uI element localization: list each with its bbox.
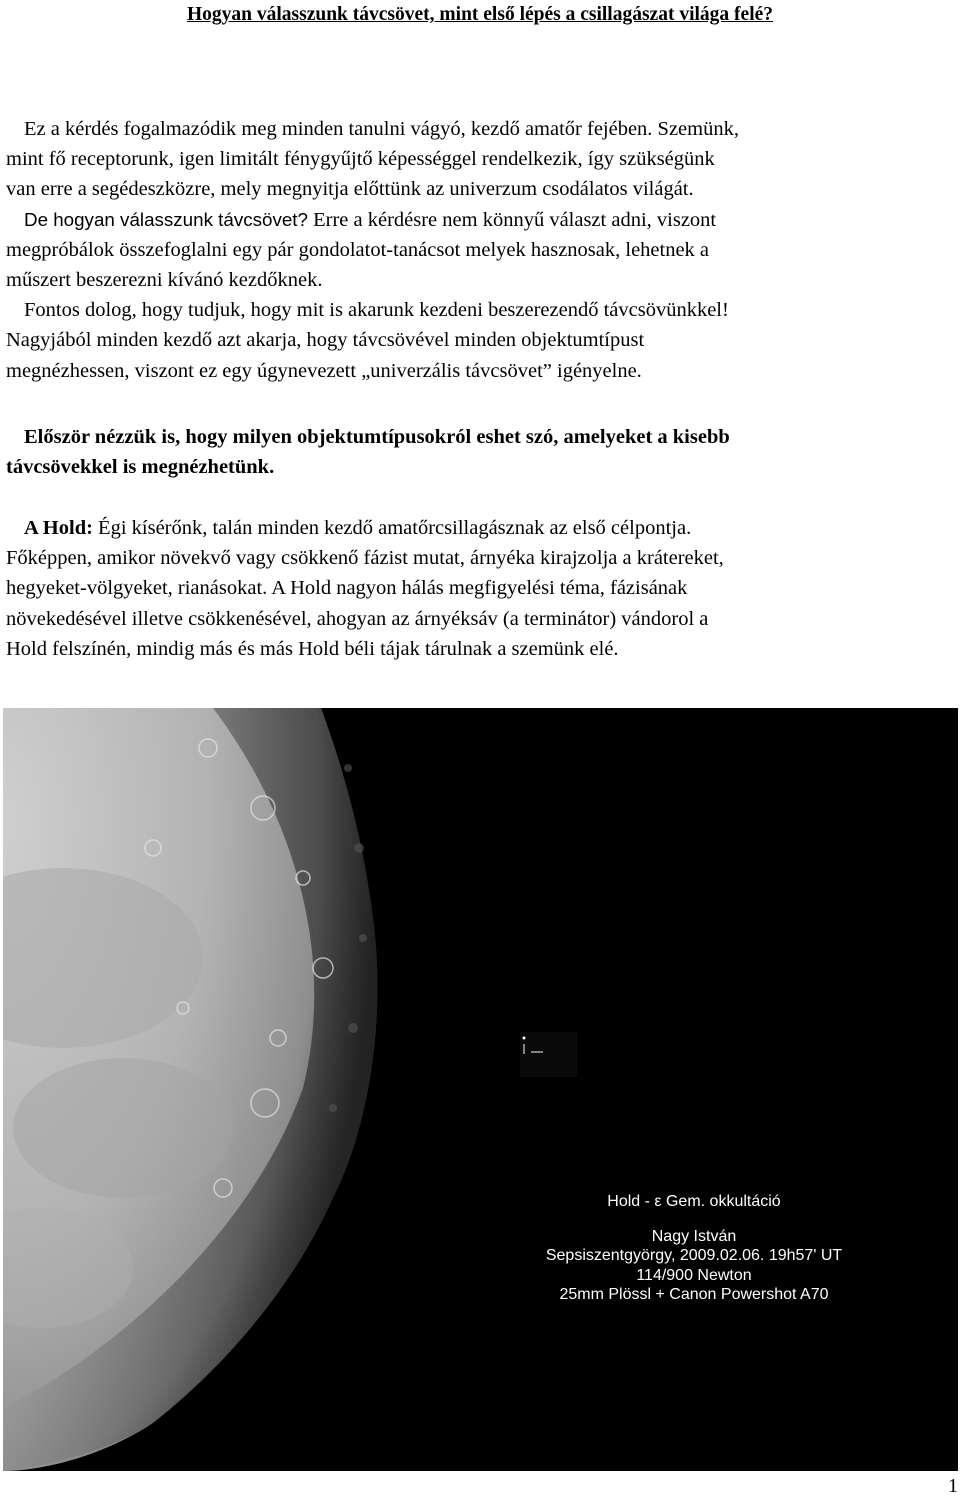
document-title: Hogyan válasszunk távcsövet, mint első lépés a csillagászat világa felé? xyxy=(186,4,774,25)
caption-line: Hold - ε Gem. okkultáció xyxy=(607,1193,781,1210)
heading-line: Először nézzük is, hogy milyen objektumtípusokról eshet szó, amelyeket a kisebb xyxy=(24,426,730,448)
intro-line: Fontos dolog, hogy tudjuk, hogy mit is akarunk kezdeni beszerezendő távcsövünkkel! xyxy=(24,299,729,322)
caption-line: Nagy István xyxy=(651,1227,737,1245)
moon-line xyxy=(6,513,954,543)
moon-photo xyxy=(3,708,958,1471)
star-epsilon-gem xyxy=(523,1037,526,1040)
moon-line: Hold felszínén, mindig más és más Hold béli tájak tárulnak a szemünk elé. xyxy=(6,637,619,660)
page-number: 1 xyxy=(948,1475,958,1497)
intro-paragraph xyxy=(6,114,954,386)
intro-line-rest: Erre a kérdésre nem könnyű választ adni, viszont xyxy=(307,208,717,231)
moon-line: növekedésével illetve csökkenésével, ahogyan az árnyéksáv (a terminátor) vándorol a xyxy=(6,607,709,630)
caption-line: Sepsiszentgyörgy, 2009.02.06. 19h57' UT xyxy=(545,1247,843,1264)
moon-label: A Hold: xyxy=(24,517,93,539)
caption-line: 25mm Plössl + Canon Powershot A70 xyxy=(559,1286,829,1303)
photo-caption xyxy=(528,1190,860,1323)
intro-question: De hogyan válasszunk távcsövet? xyxy=(24,208,308,230)
moon-line: Főképpen, amikor növekvő vagy csökkenő fázist mutat, árnyéka kirajzolja a krátereket, xyxy=(6,547,724,570)
intro-line: van erre a segédeszközre, mely megnyitja előttünk az univerzum csodálatos világát. xyxy=(6,178,694,201)
moon-photo-image xyxy=(3,708,958,1471)
intro-line: mint fő receptorunk, igen limitált fénygyűjtő képességgel rendelkezik, így szükségünk xyxy=(6,148,715,171)
intro-line: műszert beszerezni kívánó kezdőknek. xyxy=(6,269,323,292)
intro-line: Ez a kérdés fogalmazódik meg minden tanulni vágyó, kezdő amatőr fejében. Szemünk, xyxy=(24,118,739,140)
intro-line: megnézhessen, viszont ez egy úgynevezett „univerzális távcsövet” igényelne. xyxy=(6,359,642,382)
section-heading xyxy=(6,422,954,482)
moon-line-rest: Égi kísérőnk, talán minden kezdő amatőrcsillagásznak az első célpontja. xyxy=(92,517,692,539)
moon-paragraph xyxy=(6,513,954,664)
moon-line: hegyeket-völgyeket, rianásokat. A Hold nagyon hálás megfigyelési téma, fázisának xyxy=(6,577,688,600)
intro-line: megpróbálok összefoglalni egy pár gondolatot-tanácsot melyek hasznosak, lehetnek a xyxy=(6,238,710,261)
intro-line: Nagyjából minden kezdő azt akarja, hogy távcsövével minden objektumtípust xyxy=(6,329,645,352)
heading-line: távcsövekkel is megnézhetünk. xyxy=(6,456,275,479)
intro-line xyxy=(6,205,954,235)
caption-line: 114/900 Newton xyxy=(636,1266,752,1284)
